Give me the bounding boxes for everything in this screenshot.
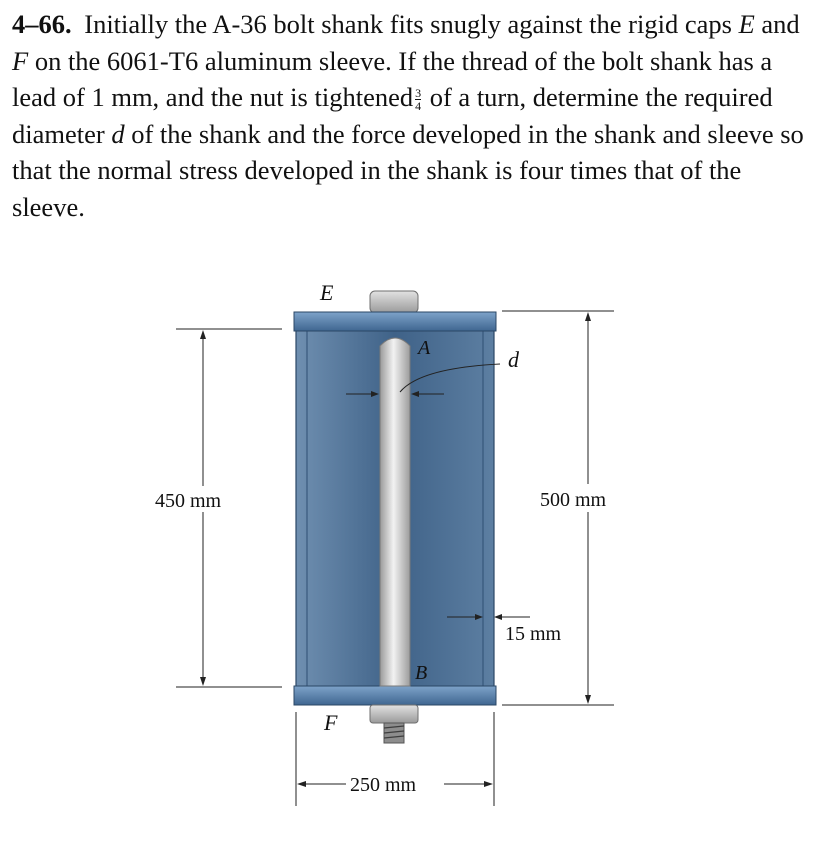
dim-250-arrow-left [297,781,306,787]
problem-text-1: Initially the A-36 bolt shank fits snugly against the rigid caps [84,9,732,39]
label-e: E [320,280,334,305]
nut [370,705,418,723]
problem-text-2: and [761,9,800,39]
dim-15-label: 15 mm [505,623,562,645]
dim-15-arrowhead-right [494,614,502,620]
bolt-head [370,291,418,313]
problem-text-4: of a turn, determine the required diameter [12,82,773,149]
fraction-denominator: 4 [415,99,422,114]
cap-f [294,686,496,705]
label-a: A [418,337,431,359]
problem-text-3: on the 6061-T6 aluminum sleeve. If the thread of the bolt shank has a lead of 1 mm, and the nut is tightened [12,45,773,112]
problem-text-5: of the shank and the force developed in the shank and sleeve so that the normal stress developed in the shank is four times that of the sleeve. [12,118,804,222]
diameter-variable: d [111,118,125,149]
problem-number: 4–66. [12,9,72,39]
label-d: d [508,347,519,372]
dim-250-label: 250 mm [350,774,417,796]
dim-500-arrow-top [585,312,591,321]
cap-f-ref: F [12,45,29,76]
fraction-numerator: 3 [415,86,422,101]
label-f: F [324,710,338,735]
dim-450-label: 450 mm [155,490,222,512]
dim-450-arrow-top [200,330,206,339]
dim-500-label: 500 mm [540,489,607,511]
dim-500-arrow-bottom [585,695,591,704]
bolt-shank [380,338,410,686]
cap-e [294,312,496,331]
dim-450-arrow-bottom [200,677,206,686]
cap-e-ref: E [738,9,755,39]
dim-250-arrow-right [484,781,493,787]
label-b: B [415,662,428,684]
